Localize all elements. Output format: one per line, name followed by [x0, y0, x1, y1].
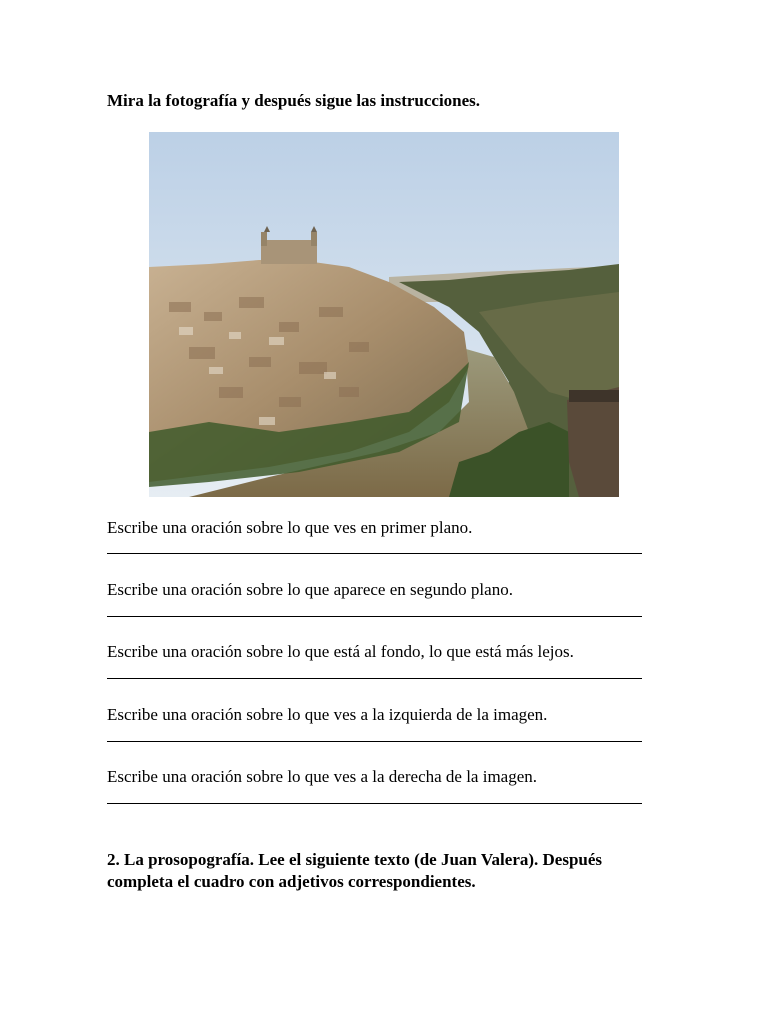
prompt-izquierda: Escribe una oración sobre lo que ves a la izquierda de la imagen.	[107, 705, 548, 724]
answer-line-4[interactable]	[107, 741, 642, 742]
answer-line-1[interactable]	[107, 553, 642, 554]
prompt-segundo-plano: Escribe una oración sobre lo que aparece en segundo plano.	[107, 580, 513, 599]
prompt-primer-plano: Escribe una oración sobre lo que ves en primer plano.	[107, 518, 473, 537]
page-heading: Mira la fotografía y después sigue las instrucciones.	[107, 91, 481, 110]
answer-line-3[interactable]	[107, 678, 642, 679]
answer-line-5[interactable]	[107, 803, 642, 804]
section-2-instructions: 2. La prosopografía. Lee el siguiente texto (de Juan Valera). Después completa el cuadro con adjetivos correspondientes.	[107, 850, 603, 891]
prompt-fondo: Escribe una oración sobre lo que está al fondo, lo que está más lejos.	[107, 642, 574, 661]
toledo-photo	[149, 132, 619, 497]
answer-line-2[interactable]	[107, 616, 642, 617]
prompt-derecha: Escribe una oración sobre lo que ves a la derecha de la imagen.	[107, 767, 538, 786]
